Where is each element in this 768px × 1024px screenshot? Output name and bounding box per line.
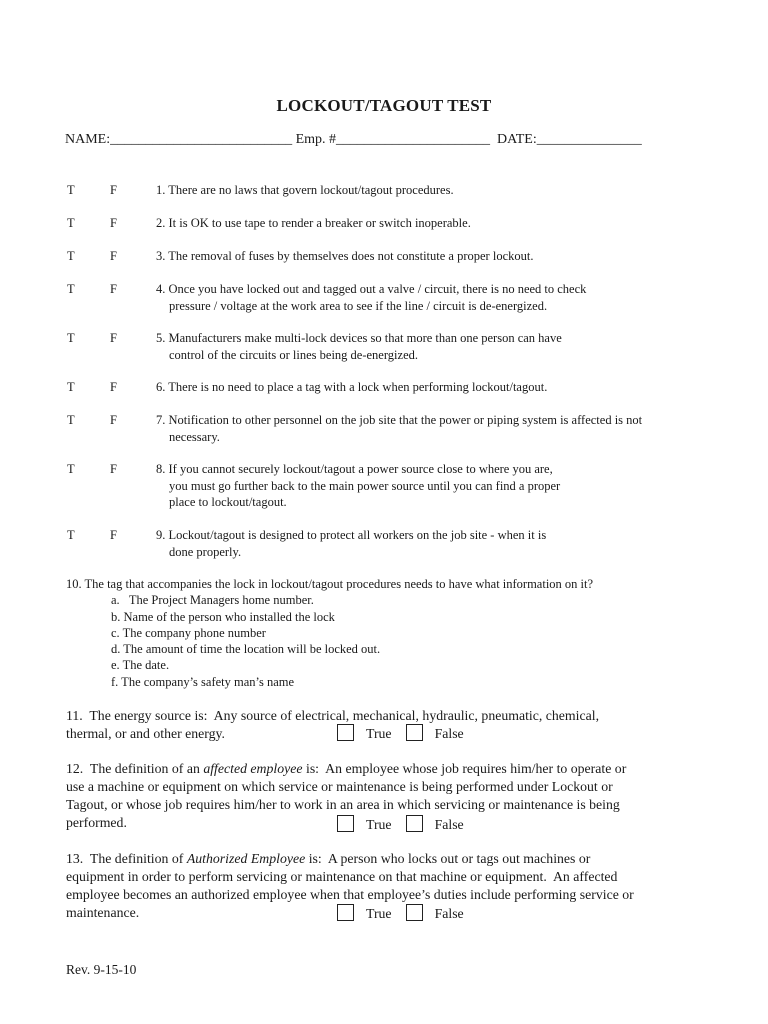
question-line: performed.	[66, 815, 127, 830]
true-option[interactable]: T	[67, 249, 75, 263]
question-line: 4. Once you have locked out and tagged out a valve / circuit, there is no need to check	[156, 282, 587, 296]
true-option[interactable]: T	[67, 216, 75, 230]
false-option[interactable]: F	[110, 413, 117, 427]
question-line: necessary.	[169, 429, 220, 444]
false-option[interactable]: F	[110, 282, 117, 296]
name-emp-date-line: NAME:__________________________ Emp. #______________________ DATE:_______________	[65, 132, 642, 147]
question-line: 7. Notification to other personnel on the job site that the power or piping system is affected is not	[156, 413, 643, 427]
question-text	[156, 412, 716, 445]
true-checkbox[interactable]	[337, 724, 354, 741]
option-e[interactable]: e. The date.	[111, 658, 170, 673]
option-f[interactable]: f. The company’s safety man’s name	[111, 674, 295, 689]
question-text	[156, 215, 716, 232]
question-text: 12. The definition of an	[66, 761, 204, 776]
question-line	[66, 760, 706, 778]
term-authorized-employee: Authorized Employee	[186, 851, 306, 866]
true-label: True	[366, 817, 392, 832]
term-affected-employee: affected employee	[203, 761, 303, 776]
question-line: control of the circuits or lines being de-energized.	[169, 347, 418, 362]
true-checkbox[interactable]	[337, 815, 354, 832]
question-11-choices	[337, 724, 478, 742]
question-line: 6. There is no need to place a tag with a lock when performing lockout/tagout.	[156, 380, 548, 394]
true-option[interactable]: T	[67, 380, 75, 394]
question-text	[156, 182, 716, 199]
question-line: 9. Lockout/tagout is designed to protect all workers on the job site - when it is	[156, 528, 547, 542]
false-option[interactable]: F	[110, 528, 117, 542]
false-option[interactable]: F	[110, 462, 117, 476]
question-line: 2. It is OK to use tape to render a breaker or switch inoperable.	[156, 216, 471, 230]
question-line: Tagout, or whose job requires him/her to work in an area in which servicing or maintenance is being	[66, 797, 620, 812]
true-label: True	[366, 906, 392, 921]
true-checkbox[interactable]	[337, 904, 354, 921]
false-label: False	[434, 906, 464, 921]
option-d[interactable]: d. The amount of time the location will be locked out.	[111, 642, 381, 657]
question-12-choices	[337, 815, 478, 833]
question-text	[156, 248, 716, 265]
question-line	[66, 850, 706, 868]
true-option[interactable]: T	[67, 183, 75, 197]
true-option[interactable]: T	[67, 462, 75, 476]
page-title: LOCKOUT/TAGOUT TEST	[276, 96, 492, 115]
question-line: equipment in order to perform servicing or maintenance on that machine or equipment. An affected	[66, 869, 618, 884]
false-option[interactable]: F	[110, 216, 117, 230]
false-checkbox[interactable]	[406, 815, 423, 832]
question-line: pressure / voltage at the work area to see if the line / circuit is de-energized.	[169, 298, 548, 313]
question-line: 5. Manufacturers make multi-lock devices so that more than one person can have	[156, 331, 562, 345]
question-10	[66, 576, 593, 690]
false-option[interactable]: F	[110, 331, 117, 345]
question-line: done properly.	[169, 544, 242, 559]
question-text	[156, 461, 716, 511]
false-checkbox[interactable]	[406, 904, 423, 921]
question-line: place to lockout/tagout.	[169, 495, 287, 509]
question-text	[156, 281, 716, 314]
question-line: thermal, or and other energy.	[66, 726, 225, 741]
false-label: False	[434, 726, 464, 741]
revision-footer: Rev. 9-15-10	[66, 962, 137, 977]
question-text	[156, 330, 716, 363]
question-line: employee becomes an authorized employee when that employee’s duties include performing service or	[66, 887, 634, 902]
option-c[interactable]: c. The company phone number	[111, 625, 266, 640]
false-label: False	[434, 817, 464, 832]
true-label: True	[366, 726, 392, 741]
true-option[interactable]: T	[67, 282, 75, 296]
question-line: use a machine or equipment on which service or maintenance is being performed under Lockout or	[66, 779, 613, 794]
question-line: you must go further back to the main power source until you can find a proper	[169, 478, 561, 493]
question-text: is: A person who locks out or tags out machines or	[305, 851, 591, 866]
true-option[interactable]: T	[67, 331, 75, 345]
question-10-stem: 10. The tag that accompanies the lock in lockout/tagout procedures needs to have what information on it?	[66, 577, 594, 591]
question-13-choices	[337, 904, 478, 922]
false-checkbox[interactable]	[406, 724, 423, 741]
question-text: is: An employee whose job requires him/her to operate or	[302, 761, 627, 776]
option-a[interactable]: a. The Project Managers home number.	[111, 593, 314, 608]
question-line: 11. The energy source is: Any source of electrical, mechanical, hydraulic, pneumatic, chemical,	[66, 708, 600, 723]
option-b[interactable]: b. Name of the person who installed the lock	[111, 609, 335, 624]
true-option[interactable]: T	[67, 413, 75, 427]
question-text	[156, 527, 716, 560]
false-option[interactable]: F	[110, 183, 117, 197]
question-text	[156, 379, 716, 396]
true-option[interactable]: T	[67, 528, 75, 542]
question-line: 3. The removal of fuses by themselves does not constitute a proper lockout.	[156, 249, 534, 263]
question-text: 13. The definition of	[66, 851, 187, 866]
question-line: 1. There are no laws that govern lockout/tagout procedures.	[156, 183, 454, 197]
false-option[interactable]: F	[110, 380, 117, 394]
question-line: maintenance.	[66, 905, 140, 920]
question-line: 8. If you cannot securely lockout/tagout a power source close to where you are,	[156, 462, 553, 476]
false-option[interactable]: F	[110, 249, 117, 263]
